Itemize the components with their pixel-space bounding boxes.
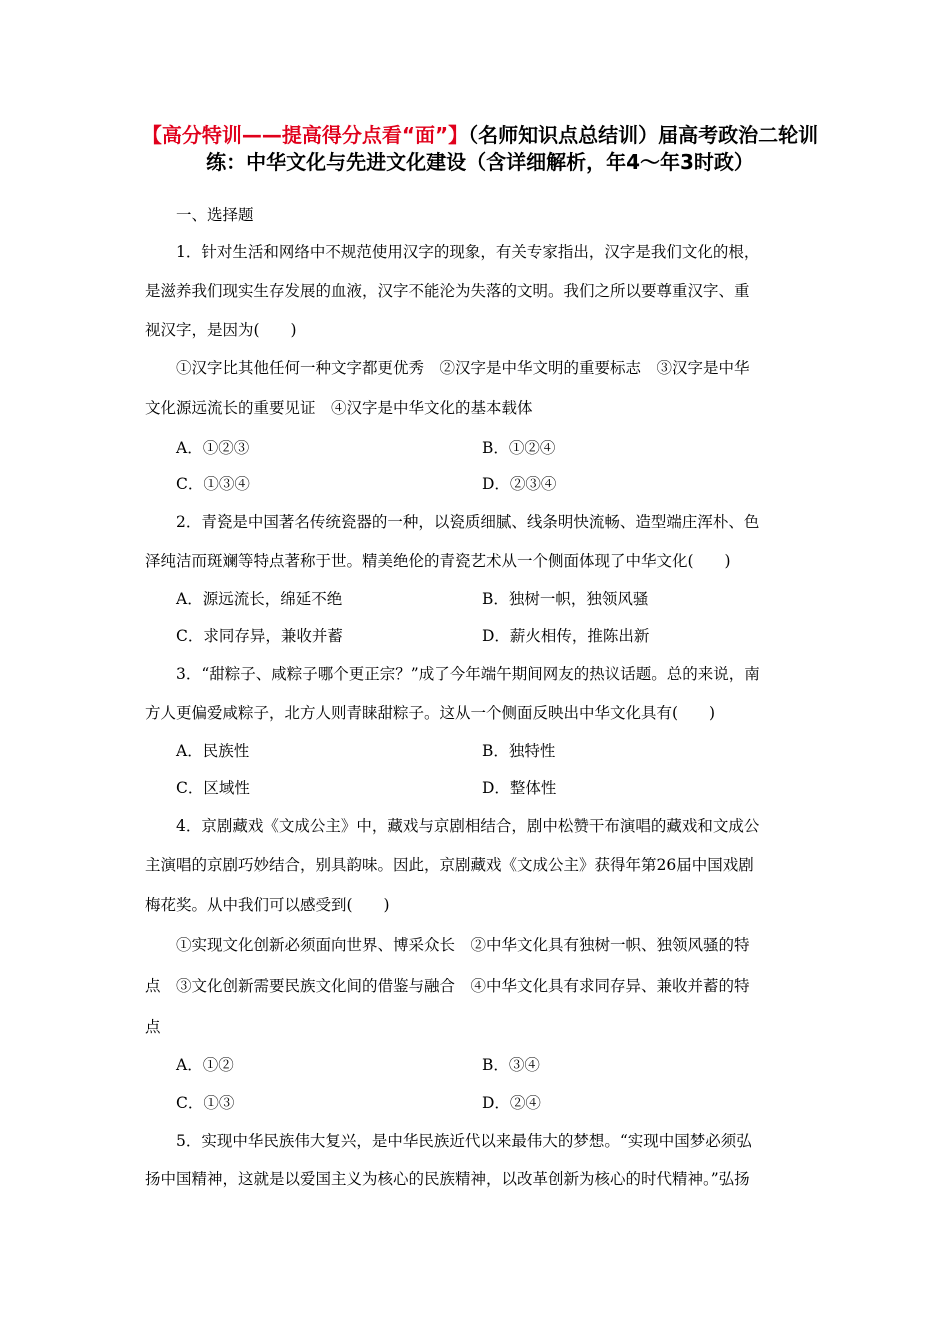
q2-line1: 2．青瓷是中国著名传统瓷器的一种，以瓷质细腻、线条明快流畅、造型端庄浑朴、色 bbox=[176, 513, 760, 531]
q1-line1: 1．针对生活和网络中不规范使用汉字的现象，有关专家指出，汉字是我们文化的根， bbox=[176, 243, 760, 261]
q1-line2: 是滋养我们现实生存发展的血液，汉字不能沦为失落的文明。我们之所以要尊重汉字、重 bbox=[145, 282, 750, 300]
q1-statement1: ①汉字比其他任何一种文字都更优秀 ②汉字是中华文明的重要标志 ③汉字是中华 bbox=[176, 359, 750, 377]
q1-option-c: C．①③④ bbox=[176, 475, 250, 493]
q4-statement3: 点 bbox=[145, 1018, 161, 1036]
q3-option-c: C．区域性 bbox=[176, 779, 250, 797]
q1-option-d: D．②③④ bbox=[482, 475, 557, 493]
q4-line3: 梅花奖。从中我们可以感受到( ) bbox=[145, 896, 390, 914]
q3-option-b: B．独特性 bbox=[482, 742, 556, 760]
q5-line2: 扬中国精神，这就是以爱国主义为核心的民族精神，以改革创新为核心的时代精神。”弘扬 bbox=[145, 1170, 750, 1188]
document-title bbox=[140, 122, 820, 176]
q1-option-b: B．①②④ bbox=[482, 439, 556, 457]
q3-option-d: D．整体性 bbox=[482, 779, 557, 797]
q3-option-a: A．民族性 bbox=[176, 742, 250, 760]
q4-option-d: D．②④ bbox=[482, 1094, 541, 1112]
q1-option-a: A．①②③ bbox=[176, 439, 250, 457]
q2-option-a: A．源远流长，绵延不绝 bbox=[176, 590, 343, 608]
q4-statement2: 点 ③文化创新需要民族文化间的借鉴与融合 ④中华文化具有求同存异、兼收并蓄的特 bbox=[145, 977, 750, 995]
q3-line2: 方人更偏爱咸粽子，北方人则青睐甜粽子。这从一个侧面反映出中华文化具有( ) bbox=[145, 704, 716, 722]
q4-option-b: B．③④ bbox=[482, 1056, 540, 1074]
q2-option-b: B．独树一帜，独领风骚 bbox=[482, 590, 649, 608]
title-red-part: 【高分特训——提高得分点看“面”】 bbox=[141, 123, 469, 147]
q2-option-c: C．求同存异，兼收并蓄 bbox=[176, 627, 343, 645]
title-black-part: （名师知识点总结训）届高考政治二轮训练：中华文化与先进文化建设（含详细解析，年4～年3时政） bbox=[206, 123, 819, 174]
q4-line1: 4．京剧藏戏《文成公主》中，藏戏与京剧相结合，剧中松赞干布演唱的藏戏和文成公 bbox=[176, 817, 760, 835]
q4-option-c: C．①③ bbox=[176, 1094, 235, 1112]
q1-statement2: 文化源远流长的重要见证 ④汉字是中华文化的基本载体 bbox=[145, 399, 533, 417]
q2-option-d: D．薪火相传，推陈出新 bbox=[482, 627, 650, 645]
q3-line1: 3．“甜粽子、咸粽子哪个更正宗？”成了今年端午期间网友的热议话题。总的来说，南 bbox=[176, 665, 760, 683]
q4-option-a: A．①② bbox=[176, 1056, 234, 1074]
q1-line3: 视汉字，是因为( ) bbox=[145, 321, 297, 339]
q4-statement1: ①实现文化创新必须面向世界、博采众长 ②中华文化具有独树一帜、独领风骚的特 bbox=[176, 936, 750, 954]
q5-line1: 5．实现中华民族伟大复兴，是中华民族近代以来最伟大的梦想。“实现中国梦必须弘 bbox=[176, 1132, 752, 1150]
section-heading: 一、选择题 bbox=[176, 206, 254, 224]
q4-line2: 主演唱的京剧巧妙结合，别具韵味。因此，京剧藏戏《文成公主》获得年第26届中国戏剧 bbox=[145, 856, 754, 874]
q2-line2: 泽纯洁而斑斓等特点著称于世。精美绝伦的青瓷艺术从一个侧面体现了中华文化( ) bbox=[145, 552, 731, 570]
